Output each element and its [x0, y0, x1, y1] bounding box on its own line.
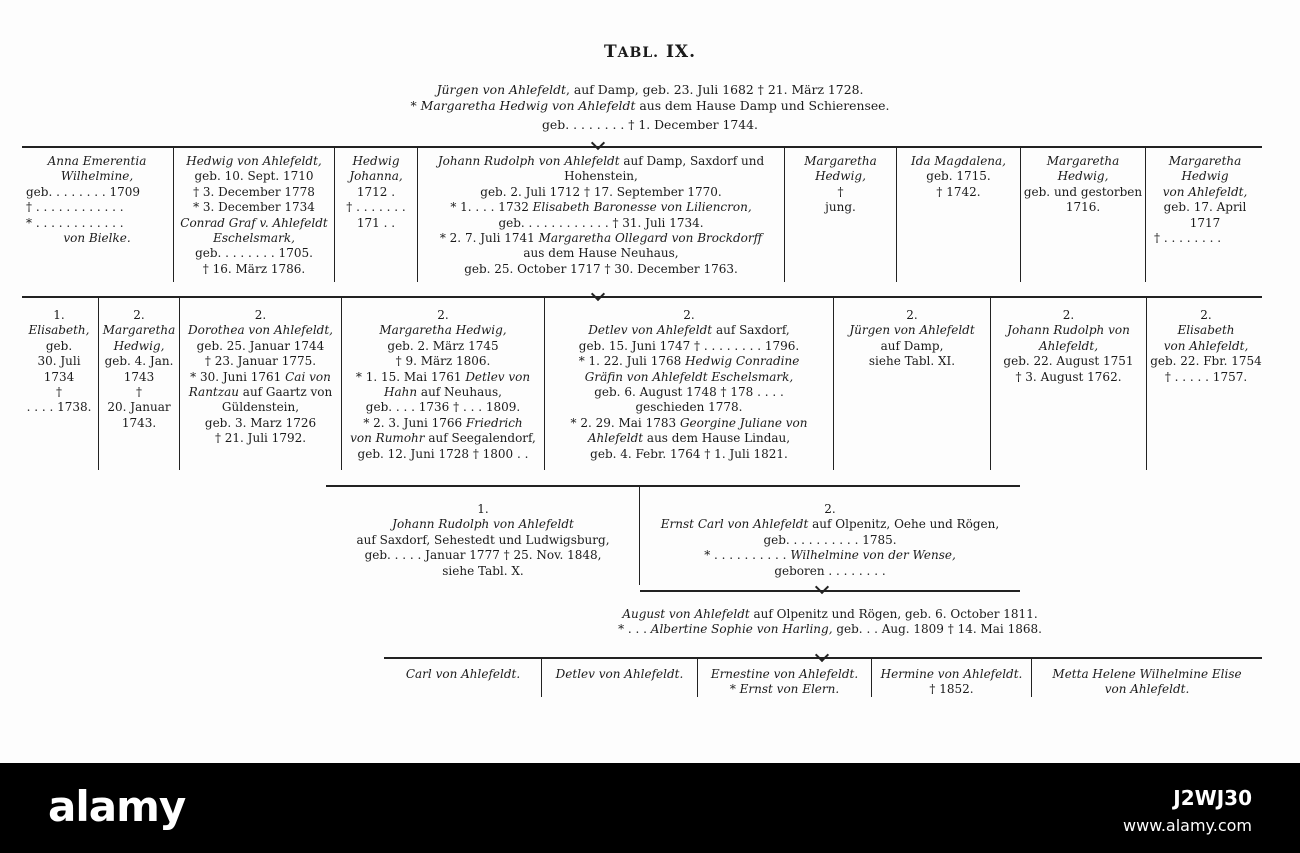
gen3-johann-rudolph: 1. Johann Rudolph von Ahlefeldt auf Saxdorf, Sehestedt und Ludwigsburg, geb. . . . . Januar 1777 † 25. Nov. 1848, siehe Tabl. X.: [356, 502, 610, 578]
gen2-bar: [22, 296, 1262, 298]
parent-line-1: Jürgen von Ahlefeldt, auf Damp, geb. 23. Juli 1682 † 21. März 1728.: [436, 82, 864, 97]
gen2-johann-rudolph: 2. Johann Rudolph von Ahlefeldt, geb. 22. August 1751 † 3. August 1762.: [1003, 308, 1134, 384]
gen1-ida-magdalena: Ida Magdalena, geb. 1715. † 1742.: [911, 154, 1006, 199]
gen1-bar: [22, 146, 1262, 148]
gen1-hedwig: Hedwig von Ahlefeldt, geb. 10. Sept. 1710 † 3. December 1778 * 3. December 1734 Conrad Graf v. Ahlefeldt Eschelsmark, geb. . . . . . . . 1705. † 16. März 1786.: [180, 154, 328, 276]
gen1-hedwig-johanna: Hedwig Johanna, 1712 . † . . . . . . . 171 . .: [346, 154, 406, 230]
gen3-ernst-carl: 2. Ernst Carl von Ahlefeldt auf Olpenitz, Oehe und Rögen, geb. . . . . . . . . . 1785. * . . . . . . . . . . Wilhelmine von der Wense, geboren . . . . . . . .: [660, 502, 1000, 578]
table-title: TABL. IX.: [603, 42, 697, 62]
gen1-johann-rudolph: Johann Rudolph von Ahlefeldt auf Damp, Saxdorf und Hohenstein, geb. 2. Juli 1712 † 17. September 1770. * 1. . . . 1732 Elisabeth Baronesse von Liliencron, geb. . . . . . . . . . . . † 31. Juli 1734. * 2. 7. Juli 1741 Margaretha Ollegard von Brockdorff aus dem Hause Neuhaus, geb. 25. October 1717 † 30. December 1763.: [437, 154, 765, 276]
gen2-elisabeth: 1. Elisabeth, geb. 30. Juli 1734 † . . . . 1738.: [26, 308, 92, 415]
gen2-juergen: 2. Jürgen von Ahlefeldt auf Damp, siehe Tabl. XI.: [849, 308, 975, 369]
gen5-carl: Carl von Ahlefeldt.: [405, 667, 521, 681]
gen2-dorothea: 2. Dorothea von Ahlefeldt, geb. 25. Januar 1744 † 23. Januar 1775. * 30. Juni 1761 Cai von Rantzau auf Gaartz von Güldenstein, geb. 3. Marz 1726 † 21. Juli 1792.: [187, 308, 333, 446]
watermark-footer: [0, 763, 1300, 853]
gen2-margaretha-hedwig: 2. Margaretha Hedwig, geb. 4. Jan. 1743 † 20. Januar 1743.: [102, 308, 176, 430]
gen5-detlev: Detlev von Ahlefeldt.: [555, 667, 684, 681]
gen2-elisabeth-1754: 2. Elisabeth von Ahlefeldt, geb. 22. Fbr. 1754 † . . . . . 1757.: [1150, 308, 1262, 384]
gen1-margaretha-hedwig-jung: Margaretha Hedwig, † jung.: [804, 154, 877, 215]
gen2-margaretha-hedwig-1745: 2. Margaretha Hedwig, geb. 2. März 1745 † 9. März 1806. * 1. 15. Mai 1761 Detlev von Hahn auf Neuhaus, geb. . . . 1736 † . . . 1809. * 2. 3. Juni 1766 Friedrich von Rumohr auf Seegalendorf, geb. 12. Juni 1728 † 1800 . .: [350, 308, 536, 461]
gen5-brace: [815, 648, 829, 662]
image-id: J2WJ30: [1173, 786, 1252, 810]
gen1-anna-emerentia: Anna Emerentia Wilhelmine, geb. . . . . . . . 1709 † . . . . . . . . . . . . * . . . . . . . . . . . . von Bielke.: [26, 154, 147, 246]
gen1-margaretha-hedwig-1716: Margaretha Hedwig, geb. und gestorben 1716.: [1023, 154, 1143, 215]
alamy-logo: alamy: [48, 782, 186, 831]
parent-line-3: geb. . . . . . . . † 1. December 1744.: [542, 117, 758, 132]
gen5-ernestine: Ernestine von Ahlefeldt. * Ernst von Elern.: [710, 667, 859, 697]
gen2-detlev: 2. Detlev von Ahlefeldt auf Saxdorf, geb. 15. Juni 1747 † . . . . . . . . 1796. * 1. 22. Juli 1768 Hedwig Conradine Gräfin von Ahlefeldt Eschelsmark, geb. 6. August 1748 † 178 . . . . geschieden 1778. * 2. 29. Mai 1783 Georgine Juliane von Ahlefeldt aus dem Hause Lindau, geb. 4. Febr. 1764 † 1. Juli 1821.: [570, 308, 808, 461]
site-url: www.alamy.com: [1123, 816, 1252, 835]
gen4-bar: [640, 590, 1020, 592]
gen3-bar: [326, 485, 1020, 487]
gen5-metta-helene: Metta Helene Wilhelmine Elise von Ahlefeldt.: [1052, 667, 1242, 697]
gen2-brace: [591, 287, 605, 301]
gen1-margaretha-hedwig-1717: Margaretha Hedwig von Ahlefeldt, geb. 17. April 1717 † . . . . . . . .: [1154, 154, 1248, 246]
gen4-august: August von Ahlefeldt auf Olpenitz und Rögen, geb. 6. October 1811. * . . . Albertine Sophie von Harling, geb. . . Aug. 1809 † 14. Mai 1868.: [618, 607, 1042, 637]
gen5-hermine: Hermine von Ahlefeldt. † 1852.: [880, 667, 1023, 697]
parent-line-2: * Margaretha Hedwig von Ahlefeldt aus dem Hause Damp und Schierensee.: [410, 98, 890, 113]
